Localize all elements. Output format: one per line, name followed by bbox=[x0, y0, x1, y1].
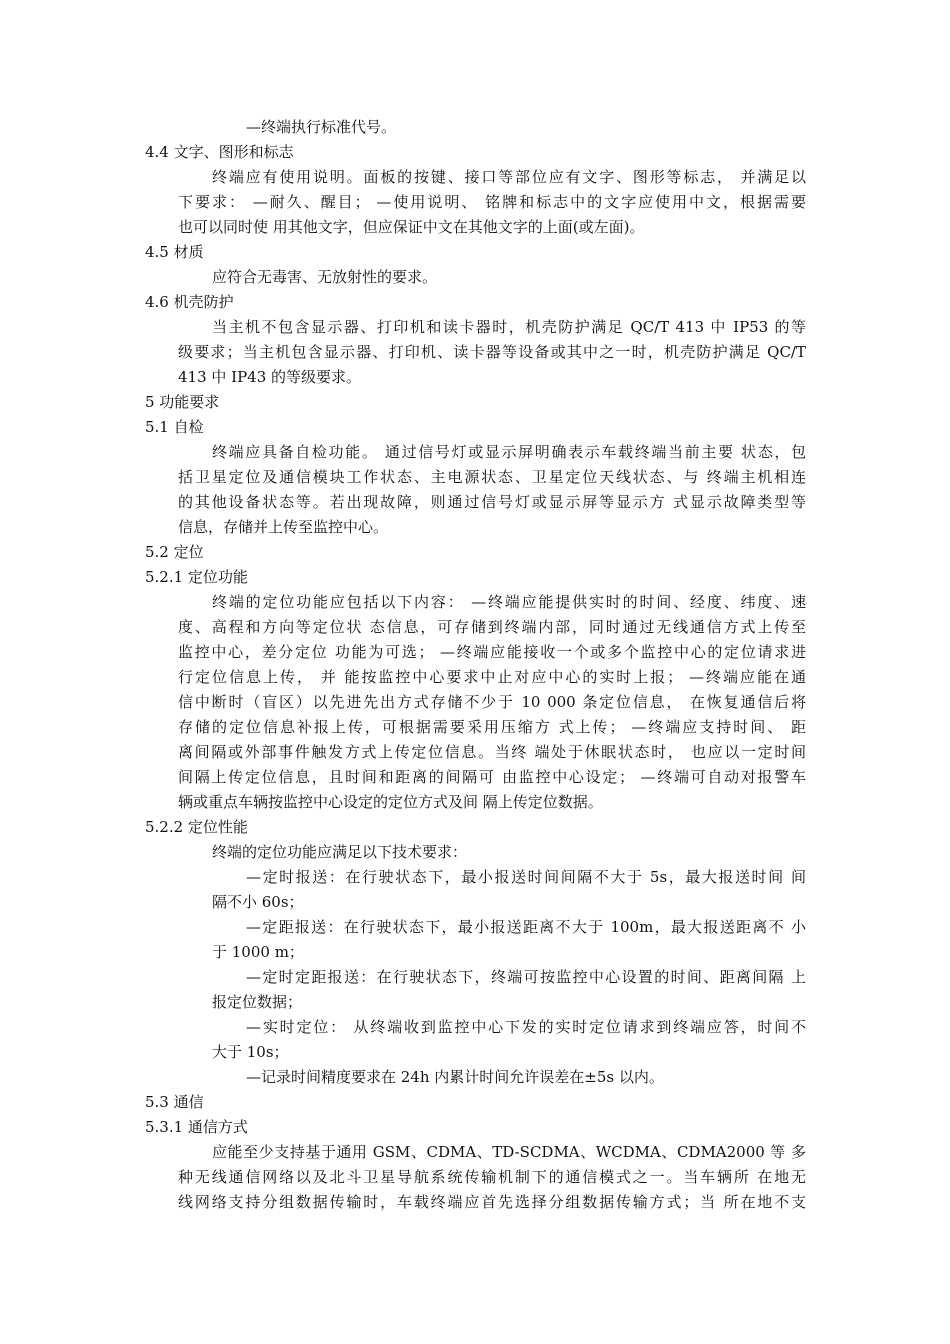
paragraph-line: 的其他设备状态等。若出现故障，则通过信号灯或显示屏等显示方 式显示故障类型等 bbox=[178, 493, 806, 511]
section-heading: 5.2.1 定位功能 bbox=[145, 568, 248, 586]
list-item-line: —记录时间精度要求在 24h 内累计时间允许误差在±5s 以内。 bbox=[246, 1068, 664, 1086]
paragraph-line: 信息，存储并上传至监控中心。 bbox=[178, 518, 389, 536]
text-line: —终端执行标准代号。 bbox=[246, 118, 397, 136]
paragraph-line: 终端应有使用说明。面板的按键、接口等部位应有文字、图形等标志， 并满足以 bbox=[212, 168, 806, 186]
paragraph-line: 种无线通信网络以及北斗卫星导航系统传输机制下的通信模式之一。当车辆所 在地无 bbox=[178, 1168, 806, 1186]
paragraph-line: 监控中心，差分定位 功能为可选； —终端应能接收一个或多个监控中心的定位请求进 bbox=[178, 643, 806, 661]
section-heading: 4.4 文字、图形和标志 bbox=[145, 143, 294, 161]
paragraph-line: 当主机不包含显示器、打印机和读卡器时，机壳防护满足 QC/T 413 中 IP53 的等 bbox=[212, 318, 806, 336]
section-heading: 5.1 自检 bbox=[145, 418, 204, 436]
paragraph-line: 辆或重点车辆按监控中心设定的定位方式及间 隔上传定位数据。 bbox=[178, 793, 603, 811]
paragraph-line: 应符合无毒害、无放射性的要求。 bbox=[212, 268, 438, 286]
paragraph-line: 度、高程和方向等定位状 态信息，可存储到终端内部，同时通过无线通信方式上传至 bbox=[178, 618, 806, 636]
list-item-line: —定距报送：在行驶状态下，最小报送距离不大于 100m，最大报送距离不 小 bbox=[246, 918, 806, 936]
section-heading: 5 功能要求 bbox=[145, 393, 220, 411]
list-item-line: 隔不小 60s； bbox=[212, 893, 304, 911]
list-item-line: —实时定位： 从终端收到监控中心下发的实时定位请求到终端应答，时间不 bbox=[246, 1018, 806, 1036]
section-heading: 4.5 材质 bbox=[145, 243, 204, 261]
list-item-line: 于 1000 m； bbox=[212, 943, 304, 961]
paragraph-line: 413 中 IP43 的等级要求。 bbox=[178, 368, 362, 386]
section-heading: 5.3.1 通信方式 bbox=[145, 1118, 248, 1136]
paragraph-line: 也可以同时使 用其他文字，但应保证中文在其他文字的上面(或左面)。 bbox=[178, 218, 645, 236]
paragraph-line: 间隔上传定位信息，且时间和距离的间隔可 由监控中心设定； —终端可自动对报警车 bbox=[178, 768, 806, 786]
paragraph-line: 线网络支持分组数据传输时，车载终端应首先选择分组数据传输方式；当 所在地不支 bbox=[178, 1193, 806, 1211]
paragraph-line: 括卫星定位及通信模块工作状态、主电源状态、卫星定位天线状态、与 终端主机相连 bbox=[178, 468, 806, 486]
paragraph-line: 下要求： —耐久、醒目； —使用说明、 铭牌和标志中的文字应使用中文，根据需要 bbox=[178, 193, 806, 211]
paragraph-line: 行定位信息上传， 并 能按监控中心要求中止对应中心的实时上报； —终端应能在通 bbox=[178, 668, 806, 686]
section-heading: 4.6 机壳防护 bbox=[145, 293, 234, 311]
section-heading: 5.2 定位 bbox=[145, 543, 204, 561]
paragraph-line: 离间隔或外部事件触发方式上传定位信息。当终 端处于休眠状态时， 也应以一定时间 bbox=[178, 743, 806, 761]
list-item-line: —定时定距报送：在行驶状态下，终端可按监控中心设置的时间、距离间隔 上 bbox=[246, 968, 806, 986]
paragraph-line: 级要求；当主机包含显示器、打印机、读卡器等设备或其中之一时，机壳防护满足 QC/T bbox=[178, 343, 806, 361]
section-heading: 5.3 通信 bbox=[145, 1093, 204, 1111]
paragraph-line: 存储的定位信息补报上传，可根据需要采用压缩方 式上传； —终端应支持时间、 距 bbox=[178, 718, 806, 736]
paragraph-line: 应能至少支持基于通用 GSM、CDMA、TD-SCDMA、WCDMA、CDMA2000 等 多 bbox=[212, 1143, 806, 1161]
paragraph-line: 信中断时（盲区）以先进先出方式存储不少于 10 000 条定位信息， 在恢复通信后将 bbox=[178, 693, 806, 711]
paragraph-line: 终端应具备自检功能。 通过信号灯或显示屏明确表示车载终端当前主要 状态，包 bbox=[212, 443, 806, 461]
list-item-line: —定时报送：在行驶状态下，最小报送时间间隔不大于 5s，最大报送时间 间 bbox=[246, 868, 806, 886]
list-item-line: 报定位数据； bbox=[212, 993, 303, 1011]
paragraph-line: 终端的定位功能应满足以下技术要求： bbox=[212, 843, 468, 861]
section-heading: 5.2.2 定位性能 bbox=[145, 818, 248, 836]
paragraph-line: 终端的定位功能应包括以下内容： —终端应能提供实时的时间、经度、纬度、速 bbox=[212, 593, 806, 611]
list-item-line: 大于 10s； bbox=[212, 1043, 289, 1061]
